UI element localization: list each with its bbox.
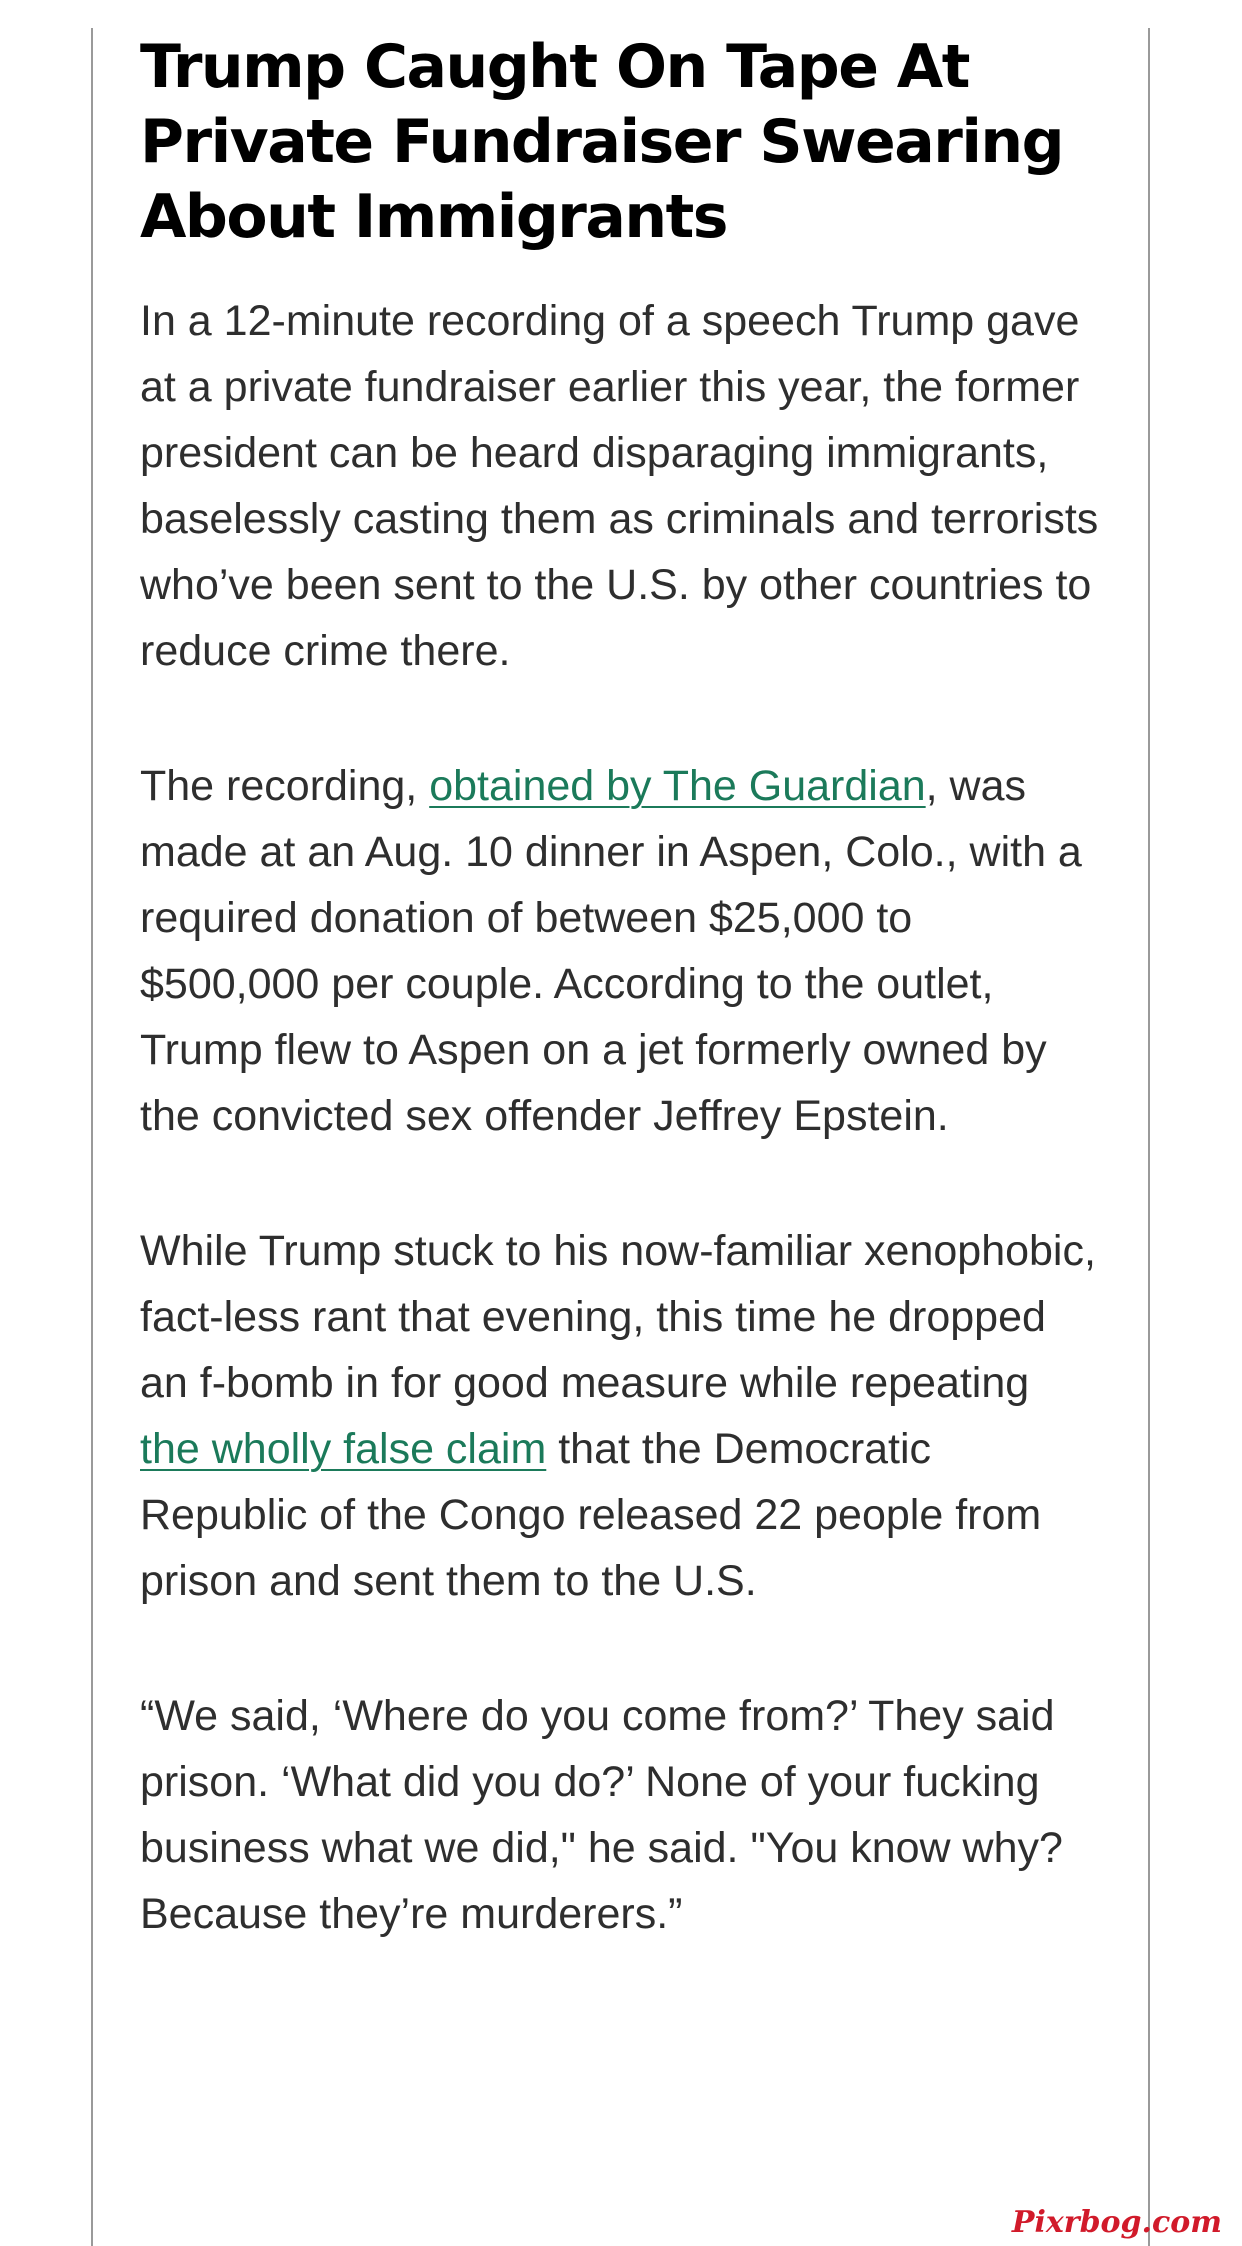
quote-text: “We said, ‘Where do you come from?’ They said prison. ‘What did you do?’ None of your fucking business what we did," he said. "You know why? Because they’re murderers.” bbox=[140, 1692, 1063, 1938]
paragraph-text: that the Democratic Republic of the Congo released 22 people from prison and sent them to the U.S. bbox=[140, 1425, 1042, 1605]
paragraph-text: In a 12-minute recording of a speech Trump gave at a private fundraiser earlier this year, the former president can be heard disparaging immigrants, baselessly casting them as criminals and terrorists who’ve been sent to the U.S. by other countries to reduce crime there. bbox=[140, 297, 1099, 675]
article-paragraph-2 bbox=[140, 753, 1100, 1149]
paragraph-text: The recording, bbox=[140, 762, 430, 810]
guardian-source-link[interactable]: obtained by The Guardian bbox=[429, 762, 926, 810]
article-body bbox=[140, 30, 1100, 1947]
paragraph-text: While Trump stuck to his now-familiar xenophobic, fact-less rant that evening, this time he dropped an f-bomb in for good measure while repeating bbox=[140, 1227, 1096, 1407]
article-paragraph-3 bbox=[140, 1218, 1100, 1614]
site-watermark: Pixrbog.com bbox=[1011, 2205, 1222, 2240]
false-claim-link[interactable]: the wholly false claim bbox=[140, 1425, 547, 1473]
right-border-rule bbox=[1148, 28, 1150, 2246]
article-headline: Trump Caught On Tape At Private Fundraiser Swearing About Immigrants bbox=[140, 32, 1064, 252]
article-paragraph-4 bbox=[140, 1683, 1100, 1947]
article-paragraph-1 bbox=[140, 288, 1100, 684]
paragraph-text: , was made at an Aug. 10 dinner in Aspen, Colo., with a required donation of between $25,000 to $500,000 per couple. According to the outlet, Trump flew to Aspen on a jet formerly owned by the convicted sex offender Jeffrey Epstein. bbox=[140, 762, 1082, 1140]
left-border-rule bbox=[91, 28, 93, 2246]
